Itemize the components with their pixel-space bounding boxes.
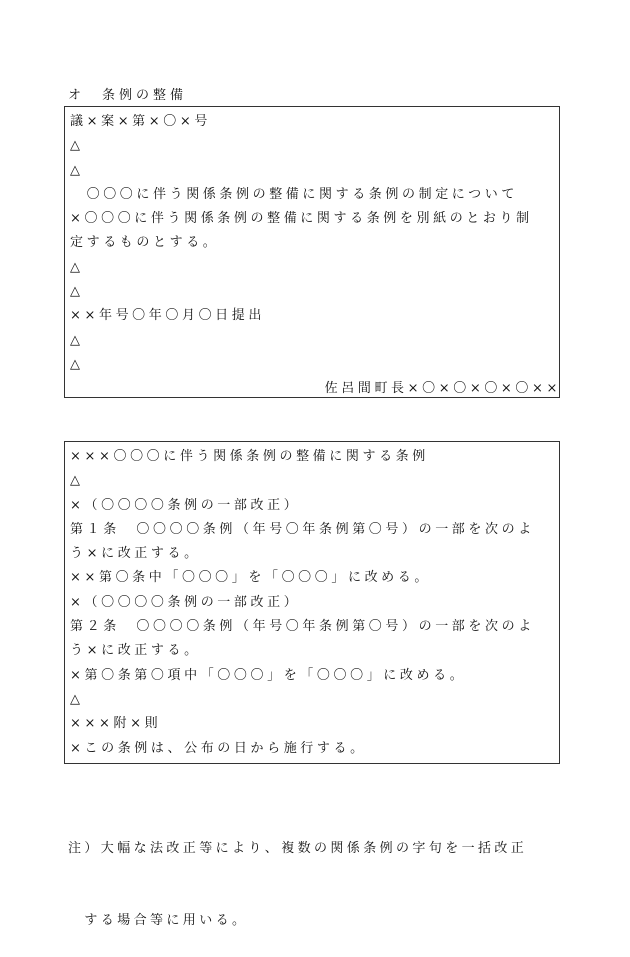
article-2-line: う×に改正する。: [70, 643, 201, 659]
mayor-signature-line: 佐呂間町長×〇×〇×〇×〇××: [324, 381, 561, 397]
article-1-line: 第１条 〇〇〇〇条例（年号〇年条例第〇号）の一部を次のよ: [70, 521, 535, 537]
amendment-line: ××第〇条中「〇〇〇」を「〇〇〇」に改める。: [70, 570, 431, 586]
ordinance-title-line: ×××〇〇〇に伴う関係条例の整備に関する条例: [70, 449, 429, 464]
bill-proposal-box: [64, 106, 560, 398]
footnote-line: する場合等に用いる。: [68, 913, 249, 928]
footnote: [68, 789, 564, 957]
spacer-mark: △: [70, 138, 84, 154]
bill-body-line: 定するものとする。: [70, 235, 220, 251]
enforcement-line: ×この条例は、公布の日から施行する。: [70, 740, 367, 756]
article-2-line: 第２条 〇〇〇〇条例（年号〇年条例第〇号）の一部を次のよ: [70, 619, 535, 635]
spacer-mark: △: [70, 259, 84, 275]
amendment-line: ×第〇条第〇項中「〇〇〇」を「〇〇〇」に改める。: [70, 667, 467, 683]
bill-number-line: 議×案×第×〇×号: [70, 114, 211, 129]
article-caption-line: ×（〇〇〇〇条例の一部改正）: [70, 497, 301, 513]
article-caption-line: ×（〇〇〇〇条例の一部改正）: [70, 594, 301, 610]
spacer-mark: △: [70, 691, 84, 707]
bill-body-line: ×〇〇〇に伴う関係条例の整備に関する条例を別紙のとおり制: [70, 211, 533, 227]
footnote-line: 注）大幅な法改正等により、複数の関係条例の字句を一括改正: [68, 841, 528, 856]
spacer-mark: △: [70, 473, 84, 489]
article-1-line: う×に改正する。: [70, 546, 201, 562]
submission-date-line: ××年号〇年〇月〇日提出: [70, 308, 265, 324]
section-heading: オ 条例の整備: [68, 88, 188, 103]
spacer-mark: △: [70, 162, 84, 178]
bill-title-line: 〇〇〇に伴う関係条例の整備に関する条例の制定について: [70, 186, 518, 202]
ordinance-text-box: [64, 441, 560, 764]
supplementary-provisions-heading: ×××附×則: [70, 716, 162, 732]
spacer-mark: △: [70, 356, 84, 372]
spacer-mark: △: [70, 332, 84, 348]
spacer-mark: △: [70, 284, 84, 300]
